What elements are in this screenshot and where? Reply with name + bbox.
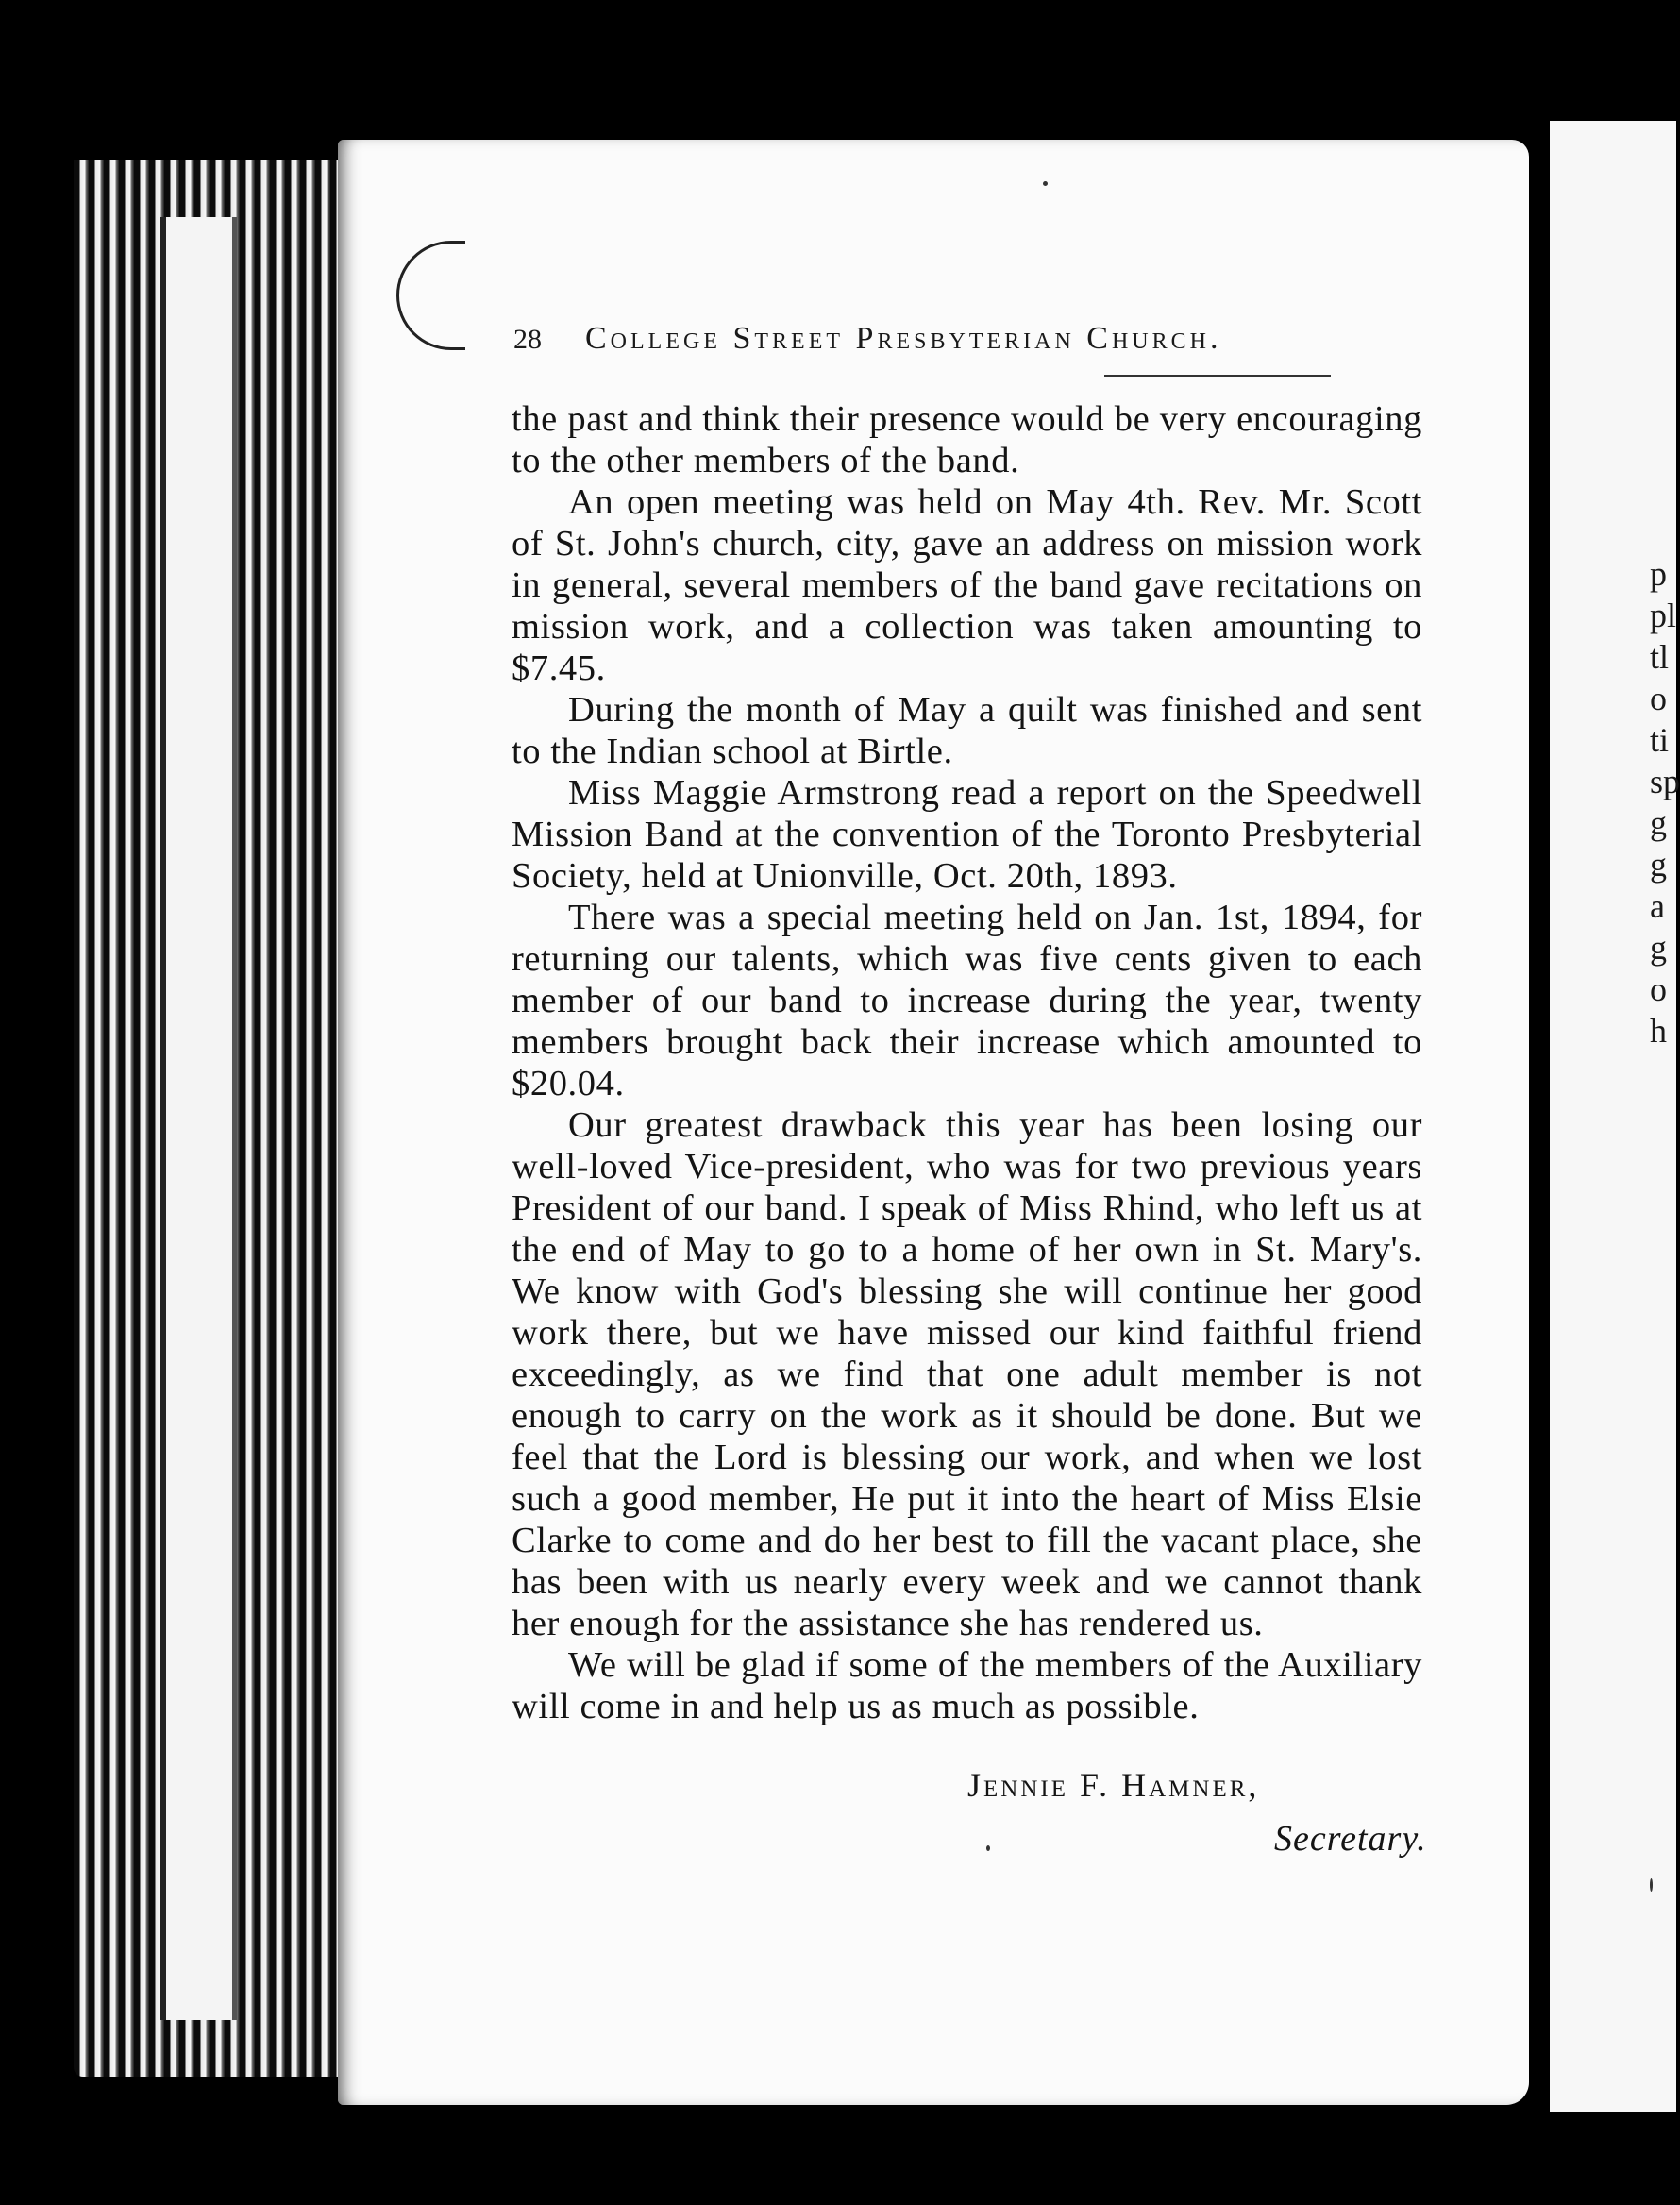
facing-page-fragment: a xyxy=(1650,887,1665,925)
speck xyxy=(1650,1878,1653,1892)
facing-page xyxy=(1550,121,1676,2112)
paragraph: During the month of May a quilt was finished and sent to the Indian school at Birtle. xyxy=(512,690,1422,771)
speck xyxy=(986,1845,990,1851)
facing-page-fragment: sp xyxy=(1650,763,1680,800)
signature-title: Secretary. xyxy=(1274,1819,1427,1859)
facing-page-fragment: g xyxy=(1650,929,1667,967)
paragraph: Our greatest drawback this year has been losing our well-loved Vice-president, who was for two previous years President of our band. I speak of Miss Rhind, who left us at the end of May to go to a home of her own in St. Mary's. We know with God's blessing she will continue her good work there, but we have missed our kind faithful friend exceedingly, as we find that one adult member is not enough to carry on the work as it should be done. But we feel that the Lord is blessing our work, and when we lost such a good member, He put it into the heart of Miss Elsie Clarke to come and do her best to fill the vacant place, she has been with us nearly every week and we cannot thank her enough for the assistance she has rendered us. xyxy=(512,1105,1422,1643)
facing-page-fragment: h xyxy=(1650,1012,1667,1050)
book-page-edge-highlight xyxy=(160,217,237,2020)
running-title: College Street Presbyterian Church. xyxy=(585,321,1222,356)
paragraph: the past and think their presence would be very encouraging to the other members of the band. xyxy=(512,399,1422,480)
header-rule xyxy=(1104,375,1331,377)
facing-page-fragment: tl xyxy=(1650,638,1670,676)
paragraph: We will be glad if some of the members of the Auxiliary will come in and help us as much as possible. xyxy=(512,1645,1422,1726)
paragraph: Miss Maggie Armstrong read a report on the Speedwell Mission Band at the convention of the Toronto Presbyterial Society, held at Unionville, Oct. 20th, 1893. xyxy=(512,773,1422,896)
paragraph: There was a special meeting held on Jan. 1st, 1894, for returning our talents, which was five cents given to each member of our band to increase during the year, twenty members brought back their increase which amounted to $20.04. xyxy=(512,898,1422,1103)
speck xyxy=(1043,181,1048,186)
page-header xyxy=(513,321,1335,357)
body-text xyxy=(512,398,1422,1727)
facing-page-fragment: pl xyxy=(1650,597,1677,634)
paragraph: An open meeting was held on May 4th. Rev. Mr. Scott of St. John's church, city, gave an address on mission work in general, several members of the band gave recitations on mission work, and a collection was taken amounting to $7.45. xyxy=(512,482,1422,688)
facing-page-fragment: o xyxy=(1650,680,1667,717)
facing-page-fragment: g xyxy=(1650,804,1667,842)
facing-page-fragment: g xyxy=(1650,846,1667,884)
facing-page-fragment: o xyxy=(1650,970,1667,1008)
page-number: 28 xyxy=(513,324,542,355)
signature-name: Jennie F. Hamner, xyxy=(967,1766,1260,1804)
facing-page-fragment: ti xyxy=(1650,721,1670,759)
book-edge-shadow xyxy=(74,142,347,160)
facing-page-fragment: p xyxy=(1650,555,1667,593)
